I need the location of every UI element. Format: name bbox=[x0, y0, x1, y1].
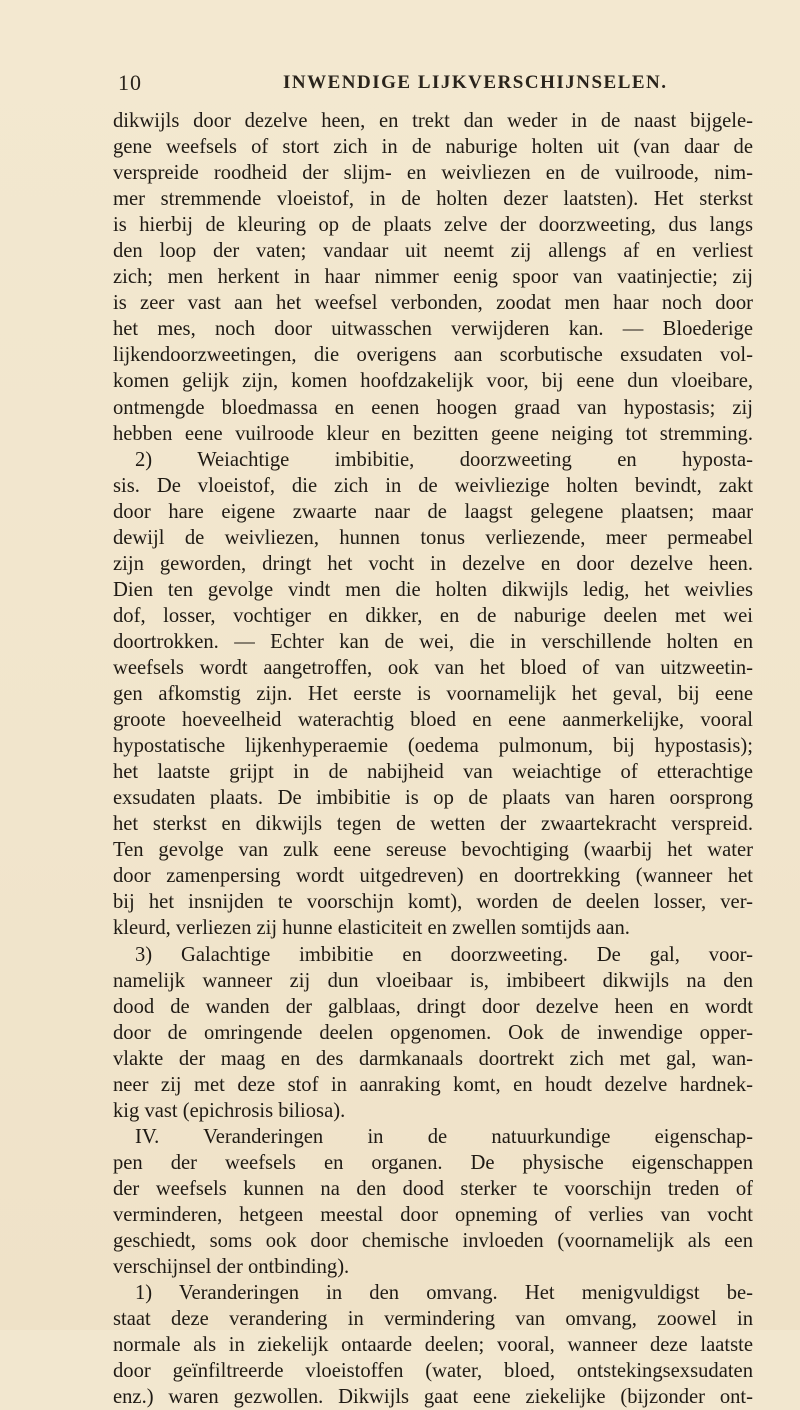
section-heading-line: 3) Galachtige imbibitie en doorzweeting. De gal, voor- bbox=[135, 943, 753, 966]
text-line: door geïnfiltreerde vloeistoffen (water, bloed, ontstekingsexsudaten bbox=[113, 1360, 753, 1383]
text-line: neer zij met deze stof in aanraking komt, en houdt dezelve hardnek- bbox=[113, 1073, 753, 1096]
text-line: verspreide roodheid der slijm- en weivliezen en de vuilroode, nim- bbox=[113, 162, 753, 185]
text-line: enz.) waren gezwollen. Dikwijls gaat eene ziekelijke (bijzonder ont- bbox=[113, 1386, 753, 1409]
section-heading-line: IV. Veranderingen in de natuurkundige eigenschap- bbox=[135, 1125, 753, 1148]
text-line: groote hoeveelheid waterachtig bloed en eene aanmerkelijke, vooral bbox=[113, 709, 753, 732]
text-line: namelijk wanneer zij dun vloeibaar is, imbibeert dikwijls na den bbox=[113, 969, 753, 992]
section-heading-line: 1) Veranderingen in den omvang. Het menigvuldigst be- bbox=[135, 1282, 753, 1305]
text-line: zich; men herkent in haar nimmer eenig spoor van vaatinjectie; zij bbox=[113, 266, 753, 289]
text-line: dewijl de weivliezen, hunnen tonus verliezende, meer permeabel bbox=[113, 526, 753, 549]
text-line: het sterkst en dikwijls tegen de wetten der zwaartekracht verspreid. bbox=[113, 813, 753, 836]
text-line: Dien ten gevolge vindt men die holten dikwijls ledig, het weivlies bbox=[113, 578, 753, 601]
text-line: normale als in ziekelijk ontaarde deelen; vooral, wanneer deze laatste bbox=[113, 1334, 753, 1357]
text-line: door zamenpersing wordt uitgedreven) en doortrekking (wanneer het bbox=[113, 865, 753, 888]
page-number: 10 bbox=[118, 70, 142, 95]
text-line: doortrokken. — Echter kan de wei, die in verschillende holten en bbox=[113, 630, 753, 653]
text-line: hebben eene vuilroode kleur en bezitten geene neiging tot stremming. bbox=[113, 422, 753, 445]
text-line: weefsels wordt aangetroffen, ook van het bloed of van uitzweetin- bbox=[113, 656, 753, 679]
text-line: door de omringende deelen opgenomen. Ook de inwendige opper- bbox=[113, 1021, 753, 1044]
text-line: is hierbij de kleuring op de plaats zelve der doorzweeting, dus langs bbox=[113, 214, 753, 237]
text-line: verminderen, hetgeen meestal door opneming of verlies van vocht bbox=[113, 1203, 753, 1226]
text-line: staat deze verandering in vermindering van omvang, zoowel in bbox=[113, 1308, 753, 1331]
text-line: dood de wanden der galblaas, dringt door dezelve heen en wordt bbox=[113, 995, 753, 1018]
text-line: exsudaten plaats. De imbibitie is op de plaats van haren oorsprong bbox=[113, 787, 753, 810]
text-line: kleurd, verliezen zij hunne elasticiteit en zwellen somtijds aan. bbox=[113, 917, 630, 940]
text-line: geschiedt, soms ook door chemische invloeden (voornamelijk als een bbox=[113, 1230, 753, 1253]
body-text bbox=[113, 108, 753, 1410]
text-line: sis. De vloeistof, die zich in de weivliezige holten bevindt, zakt bbox=[113, 474, 753, 497]
text-line: gene weefsels of stort zich in de naburige holten uit (van daar de bbox=[113, 136, 753, 159]
text-line: gen afkomstig zijn. Het eerste is voornamelijk het geval, bij eene bbox=[113, 683, 753, 706]
text-line: pen der weefsels en organen. De physische eigenschappen bbox=[113, 1151, 753, 1174]
text-line: dof, losser, vochtiger en dikker, en de naburige deelen met wei bbox=[113, 604, 753, 627]
text-line: is zeer vast aan het weefsel verbonden, zoodat men haar noch door bbox=[113, 292, 753, 315]
text-line: vlakte der maag en des darmkanaals doortrekt zich met gal, wan- bbox=[113, 1047, 753, 1070]
text-line: door hare eigene zwaarte naar de laagst gelegene plaatsen; maar bbox=[113, 500, 753, 523]
text-line: verschijnsel der ontbinding). bbox=[113, 1256, 350, 1279]
text-line: Ten gevolge van zulk eene sereuse bevochtiging (waarbij het water bbox=[113, 839, 753, 862]
text-line: dikwijls door dezelve heen, en trekt dan weder in de naast bijgele- bbox=[113, 110, 753, 132]
text-line: het mes, noch door uitwasschen verwijderen kan. — Bloederige bbox=[113, 318, 753, 341]
text-line: den loop der vaten; vandaar uit neemt zij allengs af en verliest bbox=[113, 240, 753, 263]
text-line: komen gelijk zijn, komen hoofdzakelijk voor, bij eene dun vloeibare, bbox=[113, 370, 753, 393]
text-line: lijkendoorzweetingen, die overigens aan scorbutische exsudaten vol- bbox=[113, 344, 753, 367]
text-line: zijn geworden, dringt het vocht in dezelve en door dezelve heen. bbox=[113, 552, 753, 575]
section-heading-line: 2) Weiachtige imbibitie, doorzweeting en hyposta- bbox=[135, 448, 753, 471]
text-line: mer stremmende vloeistof, in de holten dezer laatsten). Het sterkst bbox=[113, 188, 753, 211]
text-line: hypostatische lijkenhyperaemie (oedema pulmonum, bij hypostasis); bbox=[113, 735, 753, 758]
text-line: het laatste grijpt in de nabijheid van weiachtige of etterachtige bbox=[113, 761, 753, 784]
text-line: bij het insnijden te voorschijn komt), worden de deelen losser, ver- bbox=[113, 891, 753, 914]
running-head: INWENDIGE LIJKVERSCHIJNSELEN. bbox=[283, 72, 668, 93]
text-line: kig vast (epichrosis biliosa). bbox=[113, 1099, 346, 1122]
text-line: ontmengde bloedmassa en eenen hoogen graad van hypostasis; zij bbox=[113, 396, 753, 419]
page-header bbox=[118, 70, 740, 100]
text-line: der weefsels kunnen na den dood sterker te voorschijn treden of bbox=[113, 1177, 753, 1200]
